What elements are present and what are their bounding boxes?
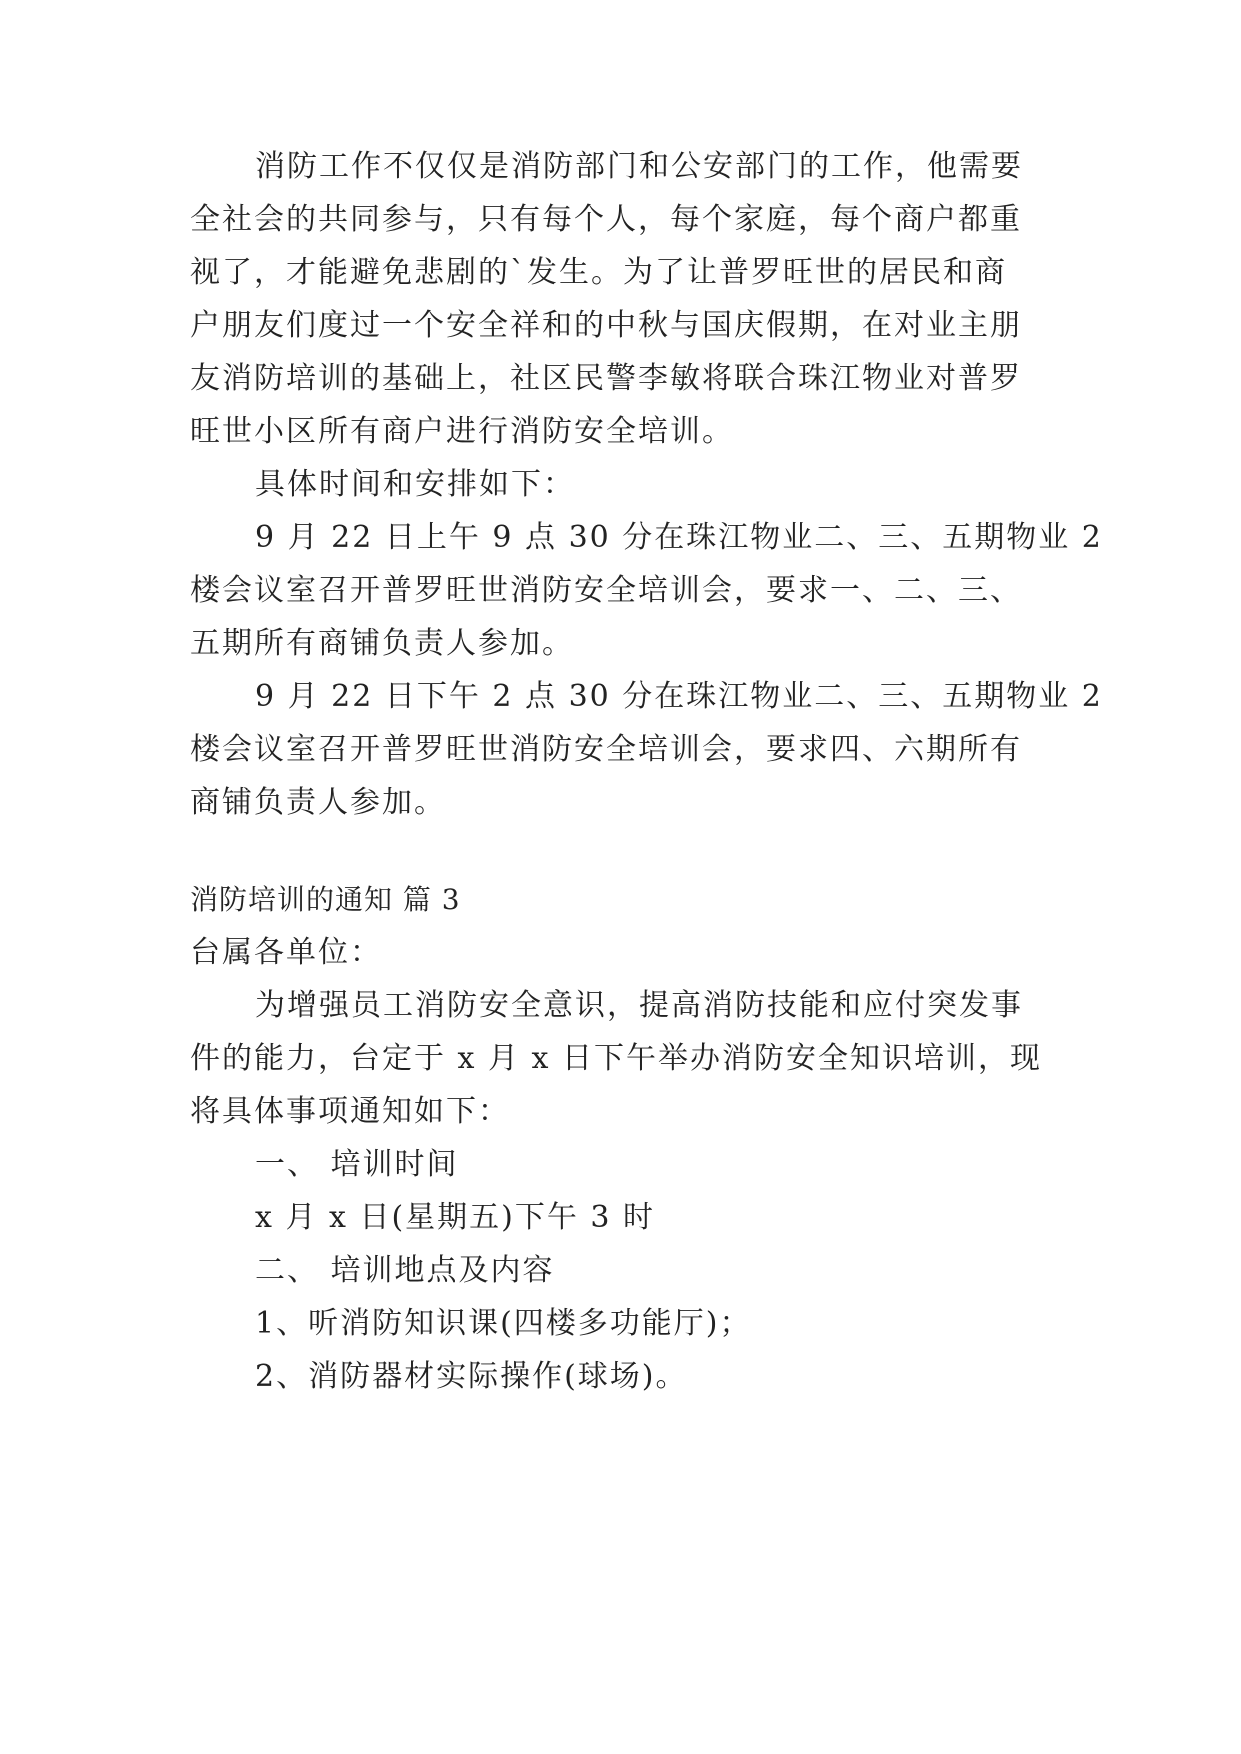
paragraph-line: 将具体事项通知如下： xyxy=(190,1094,510,1129)
list-item: x 月 x 日(星期五)下午 3 时 xyxy=(255,1200,656,1235)
paragraph-line: 件的能力，台定于 x 月 x 日下午举办消防安全知识培训，现 xyxy=(190,1041,1042,1076)
paragraph-line: 楼会议室召开普罗旺世消防安全培训会，要求一、二、三、 xyxy=(190,573,1022,608)
list-item: 2、消防器材实际操作(球场)。 xyxy=(255,1359,688,1394)
list-item: 1、听消防知识课(四楼多功能厅)； xyxy=(255,1306,752,1341)
list-heading: 一、 培训时间 xyxy=(255,1147,459,1182)
paragraph-line: 楼会议室召开普罗旺世消防安全培训会，要求四、六期所有 xyxy=(190,732,1022,767)
paragraph-line: 五期所有商铺负责人参加。 xyxy=(190,626,574,661)
paragraph-line: 商铺负责人参加。 xyxy=(190,785,446,820)
paragraph-line: 全社会的共同参与，只有每个人，每个家庭，每个商户都重 xyxy=(190,202,1022,237)
paragraph-line: 为增强员工消防安全意识，提高消防技能和应付突发事 xyxy=(255,988,1023,1023)
paragraph-line: 户朋友们度过一个安全祥和的中秋与国庆假期，在对业主朋 xyxy=(190,308,1022,343)
paragraph-line: 具体时间和安排如下： xyxy=(255,467,575,502)
paragraph-line: 消防工作不仅仅是消防部门和公安部门的工作，他需要 xyxy=(255,149,1023,184)
paragraph-line: 视了，才能避免悲剧的`发生。为了让普罗旺世的居民和商 xyxy=(190,255,1007,290)
paragraph-line: 9 月 22 日上午 9 点 30 分在珠江物业二、三、五期物业 2 xyxy=(255,520,1103,555)
salutation: 台属各单位： xyxy=(190,935,382,970)
paragraph-line: 友消防培训的基础上，社区民警李敏将联合珠江物业对普罗 xyxy=(190,361,1022,396)
paragraph-line: 旺世小区所有商户进行消防安全培训。 xyxy=(190,414,734,449)
list-heading: 二、 培训地点及内容 xyxy=(255,1253,555,1288)
paragraph-line: 9 月 22 日下午 2 点 30 分在珠江物业二、三、五期物业 2 xyxy=(255,679,1103,714)
section-title: 消防培训的通知 篇 3 xyxy=(190,883,461,916)
